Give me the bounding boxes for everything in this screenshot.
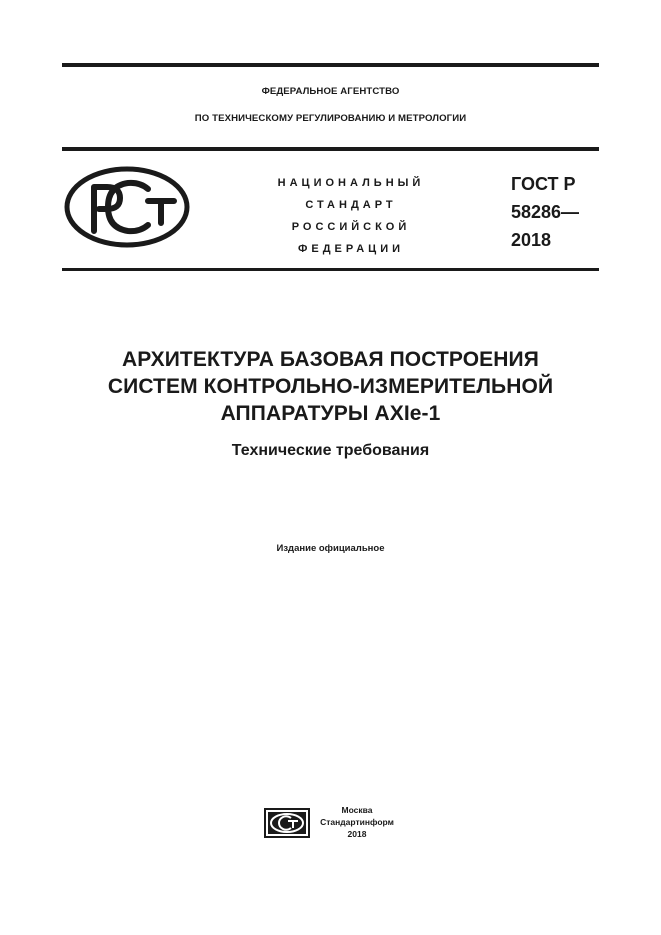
standard-type-line-1: НАЦИОНАЛЬНЫЙ [277, 177, 425, 189]
publisher-year: 2018 [347, 829, 367, 839]
gost-number-line-2: 58286— [511, 202, 580, 222]
gost-number [511, 170, 601, 254]
edition-label: Издание официальное [276, 543, 385, 554]
standard-type-line-4: ФЕДЕРАЦИИ [297, 243, 405, 255]
gost-number-line-1: ГОСТ Р [511, 174, 576, 194]
document-subtitle: Технические требования [231, 442, 430, 459]
standard-type-line-2: СТАНДАРТ [305, 199, 397, 211]
gost-number-line-3: 2018 [511, 230, 552, 250]
title-line-1: АРХИТЕКТУРА БАЗОВАЯ ПОСТРОЕНИЯ [122, 348, 539, 371]
header-rule-upper [62, 147, 599, 151]
rst-certification-mark-icon [64, 165, 190, 249]
agency-name-line-2: ПО ТЕХНИЧЕСКОМУ РЕГУЛИРОВАНИЮ И МЕТРОЛОГИИ [194, 113, 467, 124]
standartinform-logo-icon [264, 808, 310, 838]
title-line-3: АППАРАТУРЫ AXIe-1 [220, 402, 441, 425]
publisher-city: Москва [341, 805, 373, 815]
header-rule-lower [62, 268, 599, 271]
document-title [62, 346, 599, 427]
standard-type-block [258, 172, 444, 260]
title-line-2: СИСТЕМ КОНТРОЛЬНО-ИЗМЕРИТЕЛЬНОЙ [107, 375, 554, 398]
top-rule [62, 63, 599, 67]
publisher-imprint [312, 804, 402, 840]
standard-type-line-3: РОССИЙСКОЙ [291, 221, 411, 233]
agency-name-line-1: ФЕДЕРАЛЬНОЕ АГЕНТСТВО [261, 86, 400, 97]
publisher-name: Стандартинформ [320, 817, 394, 827]
